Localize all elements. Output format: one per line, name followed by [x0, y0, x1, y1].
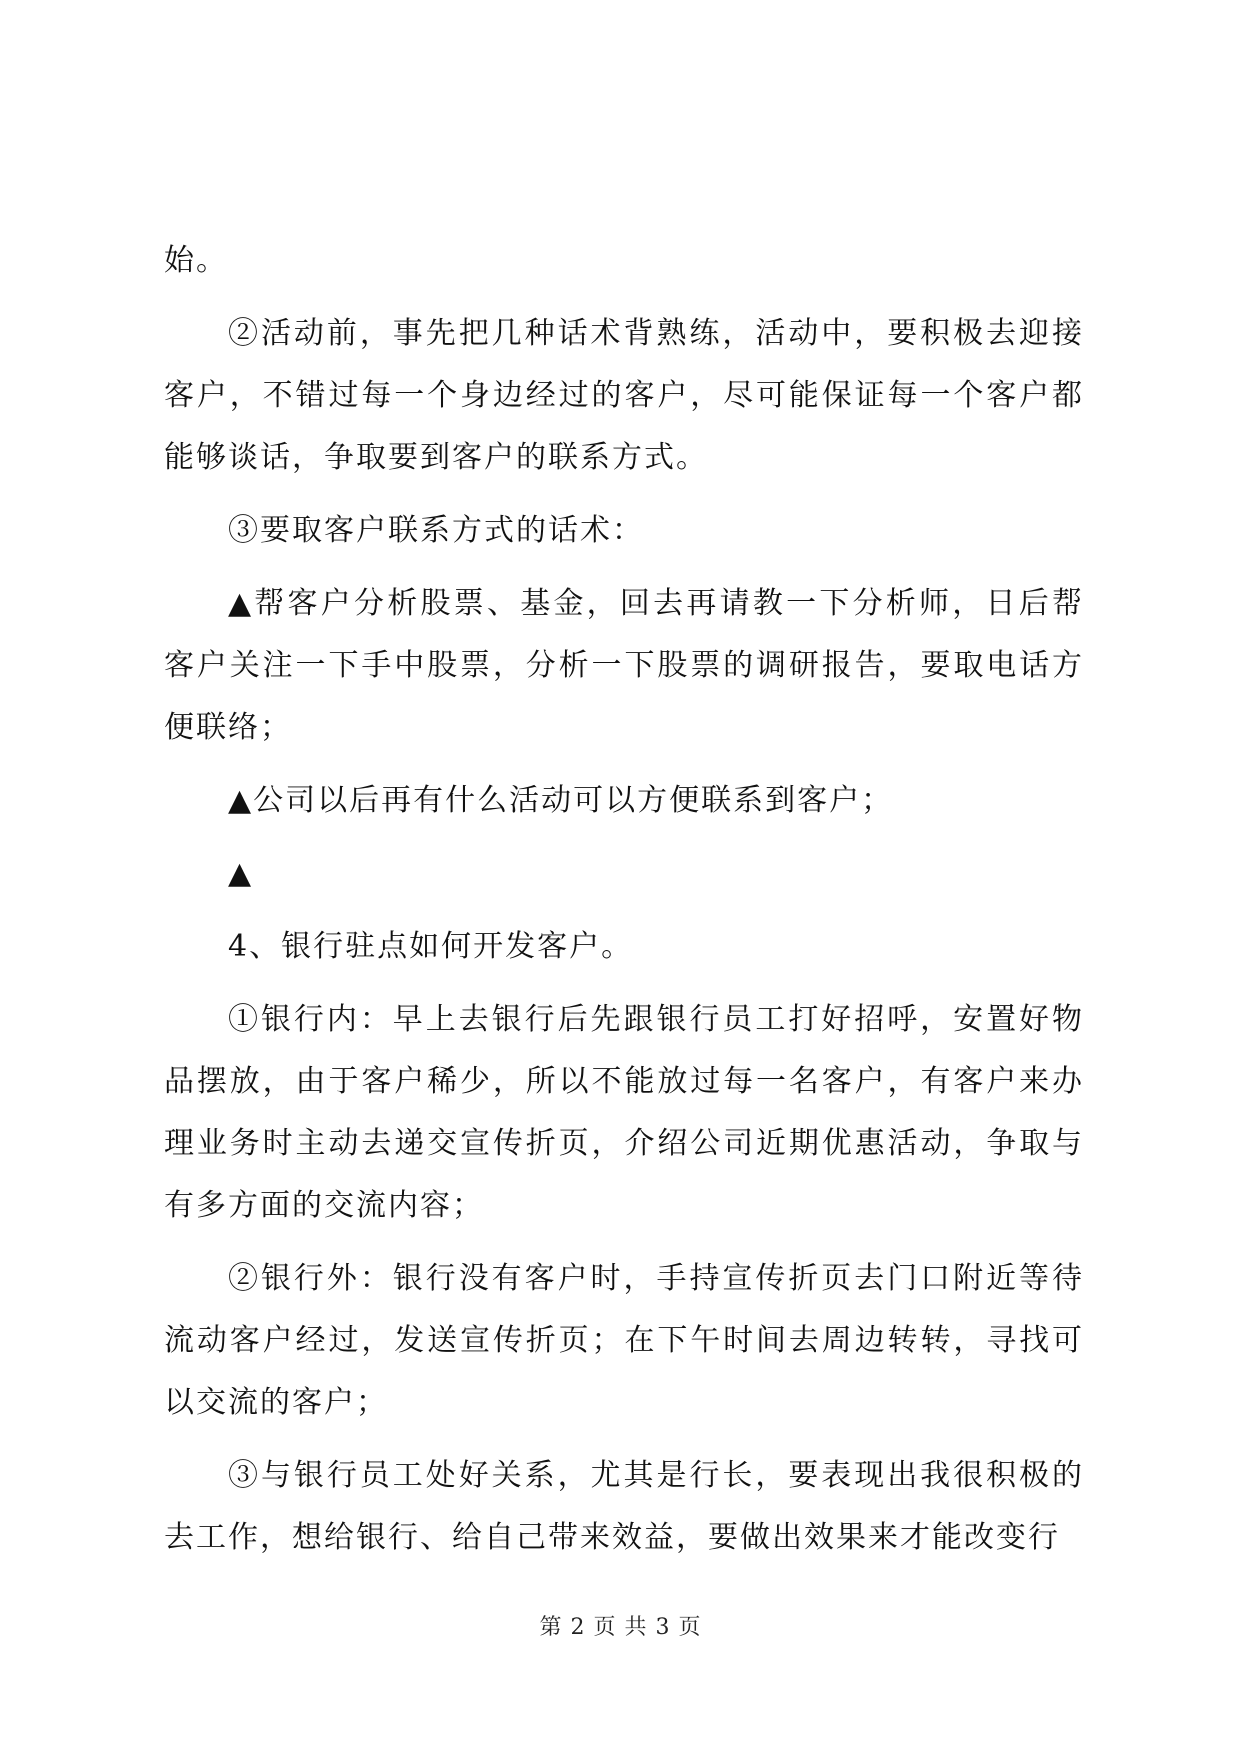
paragraph-bank-outside: ②银行外：银行没有客户时，手持宣传折页去门口附近等待流动客户经过，发送宣传折页；在下午时间去周边转转，寻找可以交流的客户；	[164, 1261, 1084, 1420]
paragraph-bullet-stock-analysis: ▲帮客户分析股票、基金，回去再请教一下分析师，日后帮客户关注一下手中股票，分析一下股票的调研报告，要取电话方便联络；	[164, 586, 1084, 745]
paragraph-activity-prep: ②活动前，事先把几种话术背熟练，活动中，要积极去迎接客户，不错过每一个身边经过的客户，尽可能保证每一个客户都能够谈话，争取要到客户的联系方式。	[164, 316, 1084, 475]
paragraph-bank-inside: ①银行内：早上去银行后先跟银行员工打好招呼，安置好物品摆放，由于客户稀少，所以不能放过每一名客户，有客户来办理业务时主动去递交宣传折页，介绍公司近期优惠活动，争取与有多方面的交流内容；	[164, 1002, 1084, 1223]
paragraph-bank-staff-relations: ③与银行员工处好关系，尤其是行长，要表现出我很积极的去工作，想给银行、给自己带来效益，要做出效果来才能改变行	[164, 1458, 1084, 1555]
document-body	[164, 230, 1084, 1580]
page-number-footer: 第 2 页 共 3 页	[539, 1615, 702, 1640]
paragraph-section-heading-bank: 4、银行驻点如何开发客户。	[228, 929, 634, 964]
paragraph-contact-script-heading: ③要取客户联系方式的话术：	[228, 513, 644, 548]
paragraph-continuation: 始。	[164, 243, 228, 278]
paragraph-bullet-empty: ▲	[228, 856, 254, 891]
paragraph-bullet-company-activity: ▲公司以后再有什么活动可以方便联系到客户；	[228, 783, 894, 818]
